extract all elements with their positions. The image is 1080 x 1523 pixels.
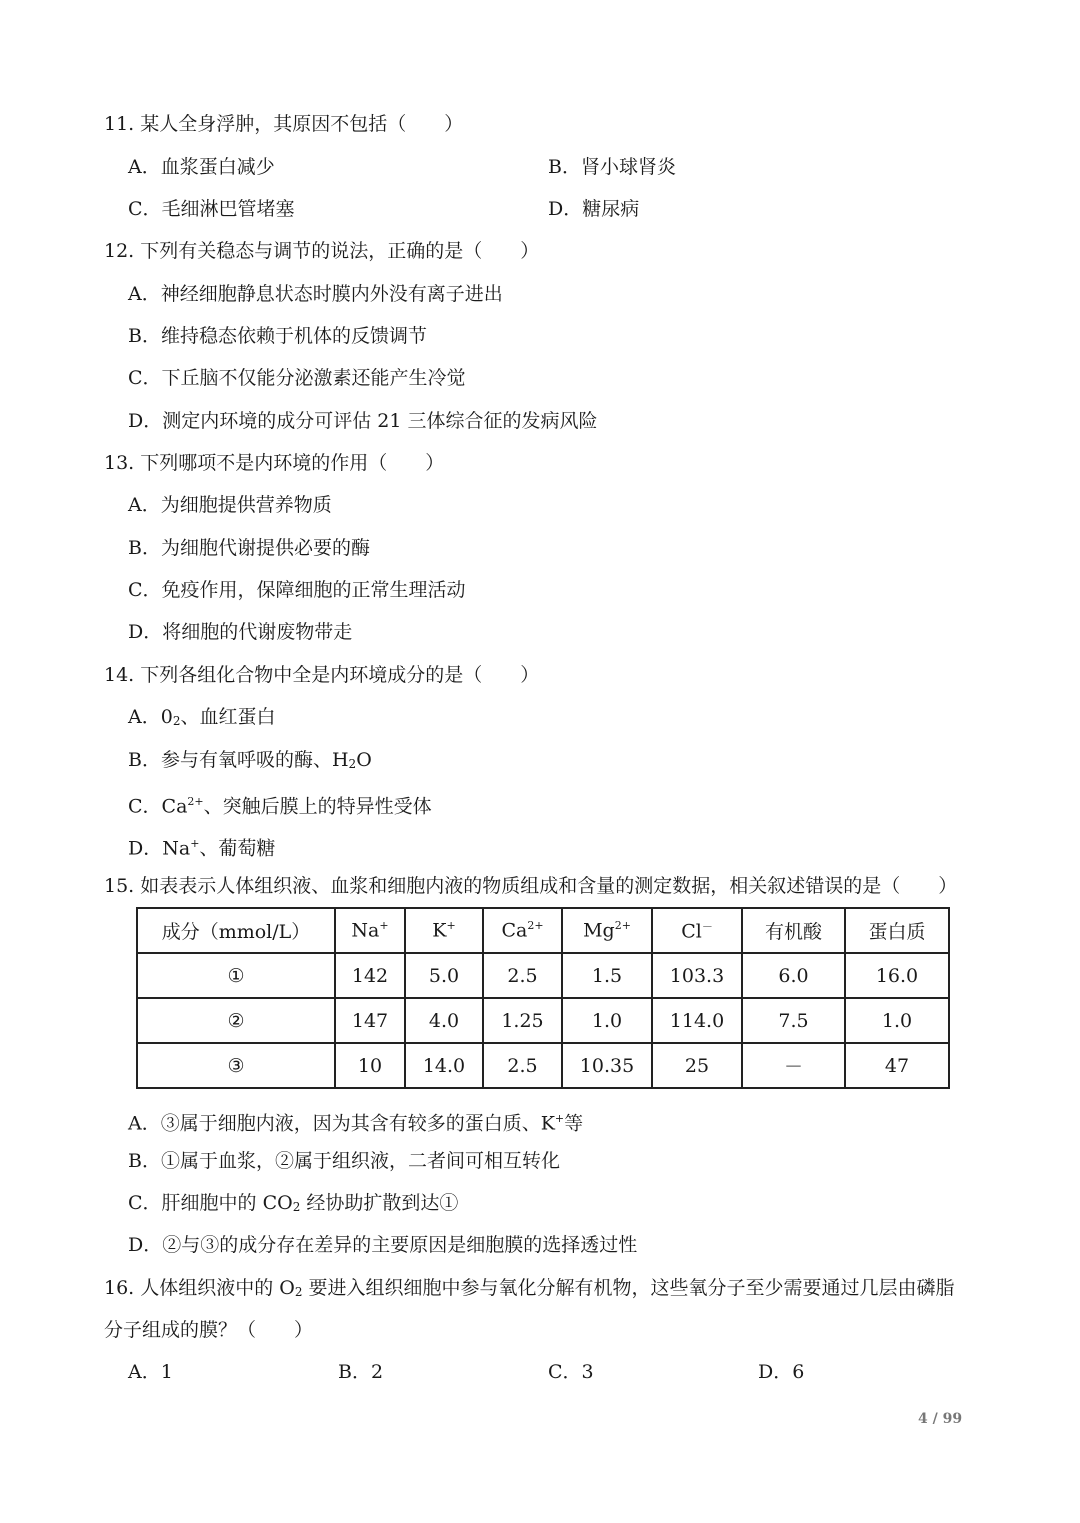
table-cell: 1.25 — [483, 998, 562, 1043]
table-cell: 25 — [652, 1043, 742, 1088]
question-13-stem: 13. 下列哪项不是内环境的作用（ ） — [104, 452, 445, 474]
q14-option-a: A．$0_2$、血红蛋白 — [128, 706, 276, 728]
q14-option-d: D．Na+、葡萄糖 — [128, 837, 276, 860]
table-header-row — [137, 908, 949, 953]
q15-option-c: C．肝细胞中的 $CO_2$ 经协助扩散到达① — [128, 1192, 459, 1214]
table-cell: 114.0 — [652, 998, 742, 1043]
question-16-stem-cont: 分子组成的膜？（ ） — [104, 1319, 314, 1341]
q12-option-b: B．维持稳态依赖于机体的反馈调节 — [128, 325, 427, 347]
q16-option-b: B．2 — [338, 1361, 384, 1383]
table-cell: － — [742, 1043, 845, 1088]
table-row — [137, 1043, 949, 1088]
table-cell: ③ — [137, 1043, 335, 1088]
table-cell: 6.0 — [742, 953, 845, 998]
q13-option-d: D．将细胞的代谢废物带走 — [128, 621, 353, 643]
table-cell: 142 — [335, 953, 405, 998]
header-cell: Cl－ — [652, 908, 742, 953]
table-cell: 147 — [335, 998, 405, 1043]
table-cell: 14.0 — [405, 1043, 483, 1088]
table-cell: 4.0 — [405, 998, 483, 1043]
header-cell: 蛋白质 — [845, 908, 949, 953]
q14-option-b: B．参与有氧呼吸的酶、$H_2O$ — [128, 749, 372, 771]
header-cell: Na+ — [335, 908, 405, 953]
question-11-stem: 11. 某人全身浮肿，其原因不包括（ ） — [104, 113, 464, 135]
table-cell: 1.5 — [562, 953, 652, 998]
table-cell: 16.0 — [845, 953, 949, 998]
q15-option-a: A．③属于细胞内液，因为其含有较多的蛋白质、K+等 — [128, 1112, 584, 1135]
table-cell: 10.35 — [562, 1043, 652, 1088]
q11-option-a: A．血浆蛋白减少 — [128, 156, 275, 178]
q16-option-c: C．3 — [548, 1361, 594, 1383]
question-14-stem: 14. 下列各组化合物中全是内环境成分的是（ ） — [104, 664, 540, 686]
table-row — [137, 998, 949, 1043]
q13-option-c: C．免疫作用，保障细胞的正常生理活动 — [128, 579, 466, 601]
table-cell: ① — [137, 953, 335, 998]
q12-option-d: D．测定内环境的成分可评估 21 三体综合征的发病风险 — [128, 410, 598, 432]
header-cell: $Mg^{2+}$ — [562, 908, 652, 953]
header-cell: 成分（mmol/L） — [137, 908, 335, 953]
table-cell: 2.5 — [483, 1043, 562, 1088]
q11-option-b: B．肾小球肾炎 — [548, 156, 676, 178]
question-12-stem: 12. 下列有关稳态与调节的说法，正确的是（ ） — [104, 240, 540, 262]
table-cell: 10 — [335, 1043, 405, 1088]
table-cell: 47 — [845, 1043, 949, 1088]
table-row — [137, 953, 949, 998]
q13-option-a: A．为细胞提供营养物质 — [128, 494, 332, 516]
table-cell: 1.0 — [562, 998, 652, 1043]
question-16-stem: 16. 人体组织液中的 $O_2$ 要进入组织细胞中参与氧化分解有机物，这些氧分子至少需要通过几层由磷脂 — [104, 1277, 955, 1299]
header-cell: $Ca^{2+}$ — [483, 908, 562, 953]
q12-option-a: A．神经细胞静息状态时膜内外没有离子进出 — [128, 283, 503, 305]
question-15-stem: 15. 如表表示人体组织液、血浆和细胞内液的物质组成和含量的测定数据，相关叙述错误的是（ ） — [104, 875, 958, 897]
q13-option-b: B．为细胞代谢提供必要的酶 — [128, 537, 370, 559]
table-cell: ② — [137, 998, 335, 1043]
table-cell: 7.5 — [742, 998, 845, 1043]
q11-option-c: C．毛细淋巴管堵塞 — [128, 198, 295, 220]
q11-option-d: D．糖尿病 — [548, 198, 640, 220]
header-cell: 有机酸 — [742, 908, 845, 953]
table-cell: 1.0 — [845, 998, 949, 1043]
q16-option-d: D．6 — [758, 1361, 805, 1383]
q15-option-b: B．①属于血浆，②属于组织液，二者间可相互转化 — [128, 1150, 560, 1172]
q12-option-c: C．下丘脑不仅能分泌激素还能产生冷觉 — [128, 367, 466, 389]
header-cell: K+ — [405, 908, 483, 953]
table-cell: 103.3 — [652, 953, 742, 998]
table-cell: 5.0 — [405, 953, 483, 998]
q15-option-d: D．②与③的成分存在差异的主要原因是细胞膜的选择透过性 — [128, 1234, 638, 1256]
composition-table — [136, 907, 950, 1089]
page-number: 4 / 99 — [918, 1411, 963, 1427]
q14-option-c: C．$Ca^{2+}$、突触后膜上的特异性受体 — [128, 795, 432, 818]
q16-option-a: A．1 — [128, 1361, 173, 1383]
table-cell: 2.5 — [483, 953, 562, 998]
